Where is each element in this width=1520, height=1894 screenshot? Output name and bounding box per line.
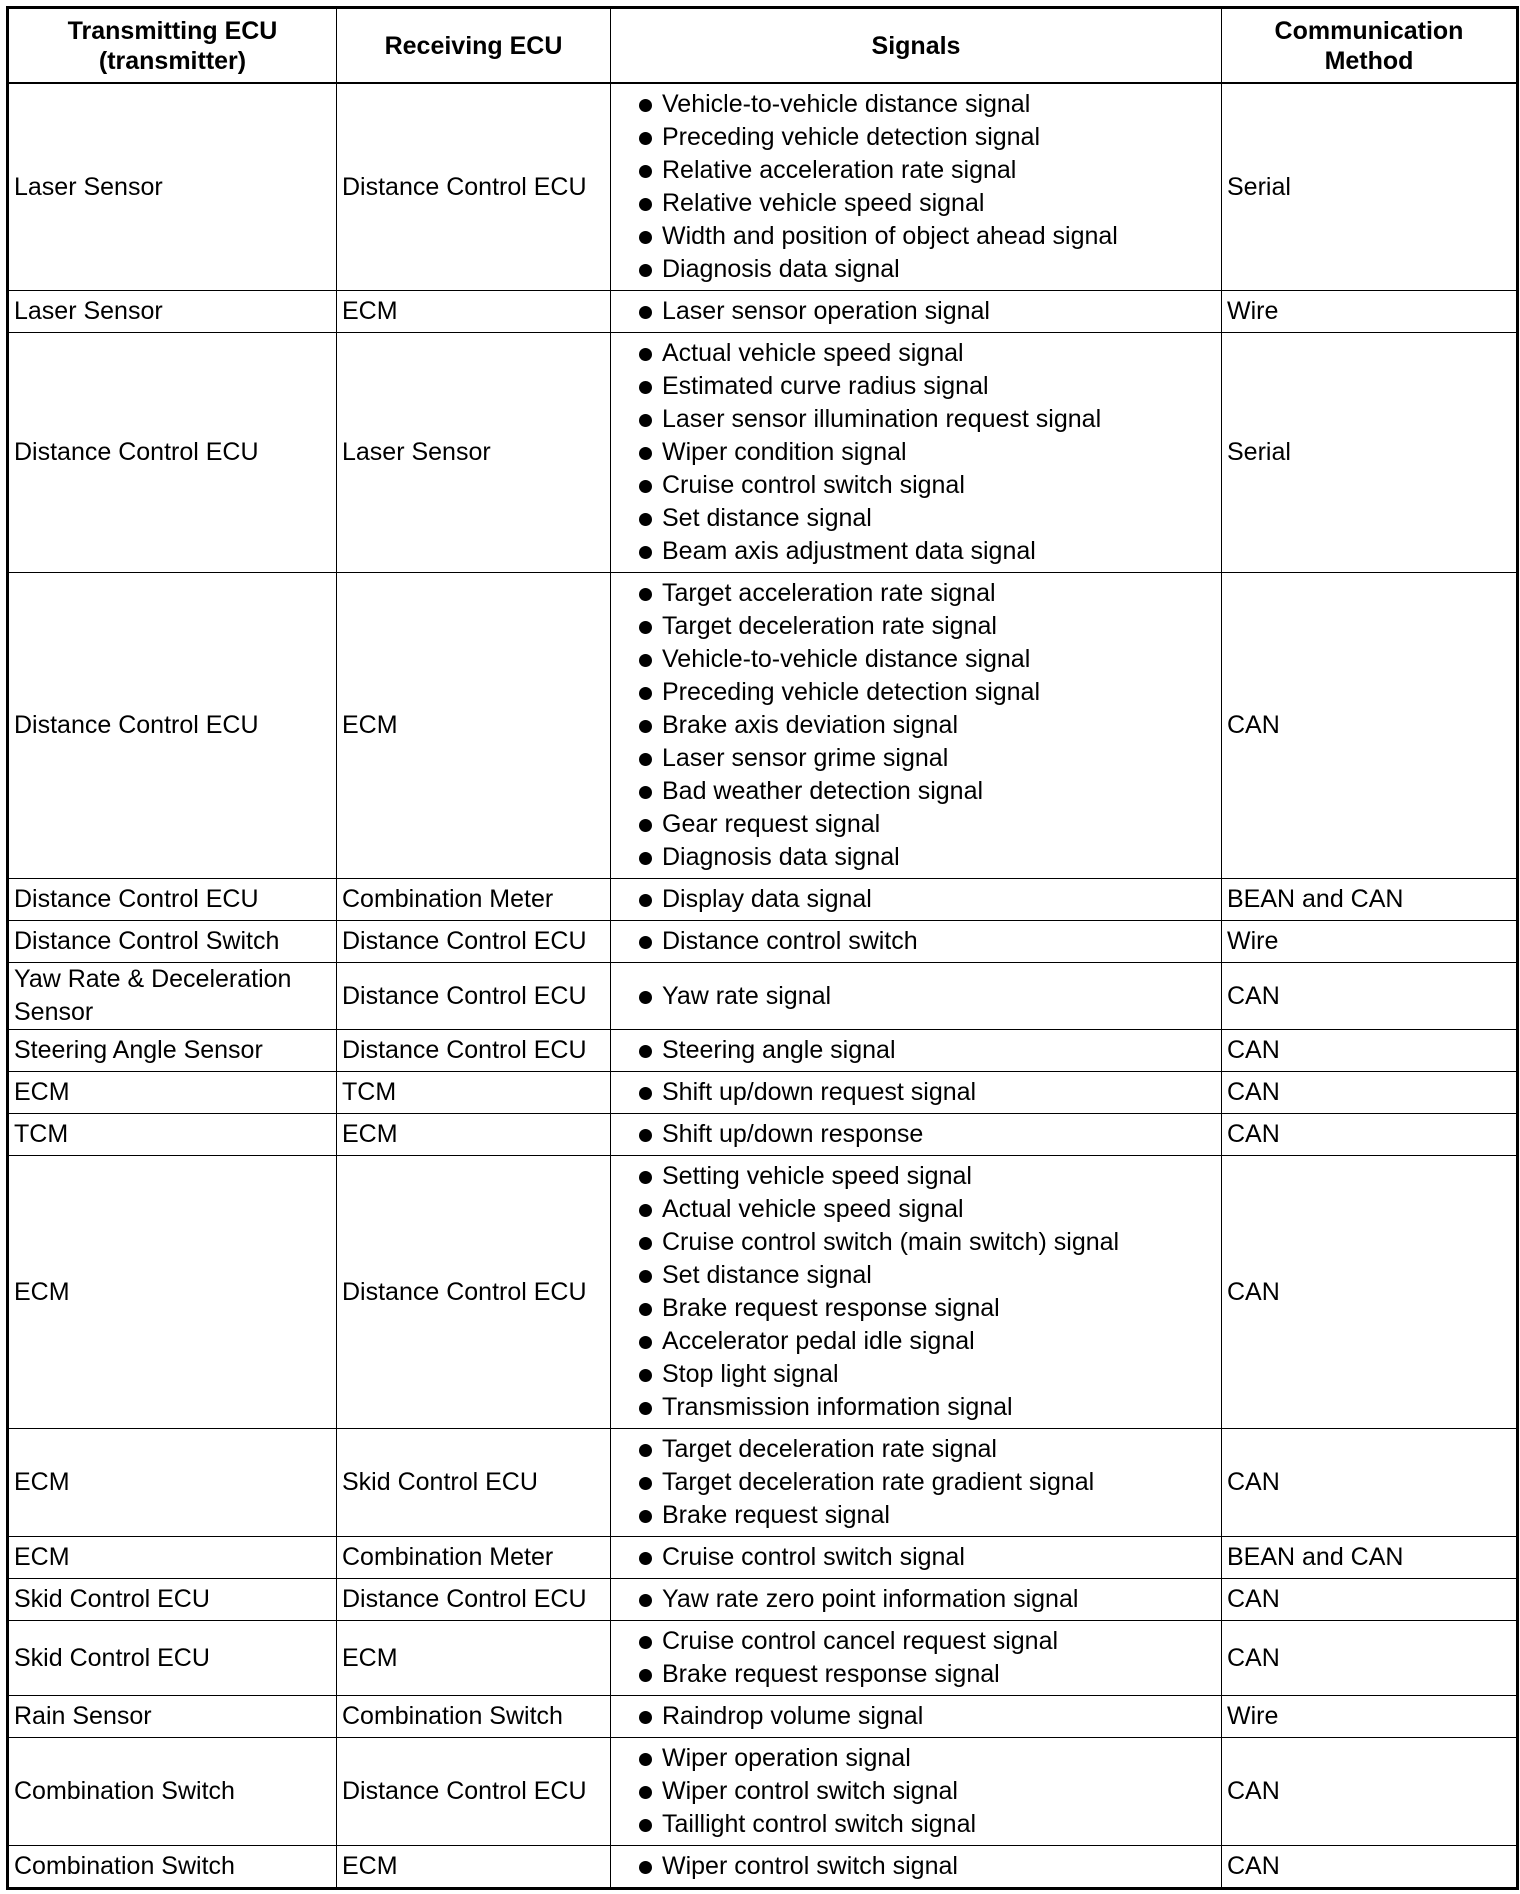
bullet-icon <box>639 1669 652 1682</box>
signal-text: Width and position of object ahead signal <box>662 222 1118 250</box>
signal-item <box>616 1292 1216 1325</box>
receiving-ecu-cell: ECM <box>337 1621 611 1696</box>
signal-item <box>616 295 1216 328</box>
header-communication-method <box>1222 8 1518 84</box>
table-header <box>8 8 1518 84</box>
signal-text: Wiper control switch signal <box>662 1852 958 1880</box>
signal-text: Cruise control switch signal <box>662 1543 965 1571</box>
signal-text: Shift up/down request signal <box>662 1078 977 1106</box>
signal-text: Cruise control switch (main switch) signal <box>662 1228 1120 1256</box>
signal-item <box>616 841 1216 874</box>
signals-cell <box>611 573 1222 879</box>
signal-item <box>616 925 1216 958</box>
transmitting-ecu-cell: ECM <box>8 1537 337 1579</box>
signal-list <box>616 1030 1216 1071</box>
bullet-icon <box>639 819 652 832</box>
bullet-icon <box>639 991 652 1004</box>
signal-list <box>616 1696 1216 1737</box>
signals-cell <box>611 1696 1222 1738</box>
signal-text: Bad weather detection signal <box>662 777 984 805</box>
communication-method-cell: CAN <box>1222 573 1518 879</box>
bullet-icon <box>639 1237 652 1250</box>
signals-cell <box>611 333 1222 573</box>
bullet-icon <box>639 480 652 493</box>
signal-list <box>616 1429 1216 1536</box>
communication-method-cell: CAN <box>1222 1114 1518 1156</box>
table-row <box>8 1030 1518 1072</box>
ecu-communication-table <box>6 6 1519 1890</box>
signal-item <box>616 1499 1216 1532</box>
bullet-icon <box>639 1594 652 1607</box>
header-method-line1: Communication <box>1274 16 1464 45</box>
communication-method-cell: CAN <box>1222 1156 1518 1429</box>
table-row <box>8 1072 1518 1114</box>
transmitting-ecu-cell: Steering Angle Sensor <box>8 1030 337 1072</box>
signal-text: Actual vehicle speed signal <box>662 1195 964 1223</box>
bullet-icon <box>639 753 652 766</box>
transmitting-ecu-cell: Yaw Rate & Deceleration Sensor <box>8 963 337 1030</box>
signal-list <box>616 333 1216 572</box>
communication-method-cell: BEAN and CAN <box>1222 879 1518 921</box>
header-signals <box>611 8 1222 84</box>
signal-item <box>616 1391 1216 1424</box>
signal-item <box>616 1358 1216 1391</box>
bullet-icon <box>639 231 652 244</box>
communication-method-cell: CAN <box>1222 1621 1518 1696</box>
signal-item <box>616 220 1216 253</box>
receiving-ecu-cell: Distance Control ECU <box>337 83 611 291</box>
transmitting-ecu-cell: Rain Sensor <box>8 1696 337 1738</box>
receiving-ecu-cell: TCM <box>337 1072 611 1114</box>
signal-item <box>616 535 1216 568</box>
table-row <box>8 1429 1518 1537</box>
table-row <box>8 573 1518 879</box>
signal-list <box>616 879 1216 920</box>
communication-method-cell: CAN <box>1222 1072 1518 1114</box>
signal-text: Wiper operation signal <box>662 1744 911 1772</box>
signal-item <box>616 1658 1216 1691</box>
communication-method-cell: CAN <box>1222 1846 1518 1889</box>
signal-item <box>616 1583 1216 1616</box>
signal-list <box>616 1156 1216 1428</box>
bullet-icon <box>639 1045 652 1058</box>
signal-list <box>616 84 1216 290</box>
signal-item <box>616 370 1216 403</box>
communication-method-cell: CAN <box>1222 1738 1518 1846</box>
signal-item <box>616 980 1216 1013</box>
bullet-icon <box>639 1444 652 1457</box>
signals-cell <box>611 1114 1222 1156</box>
signal-text: Stop light signal <box>662 1360 839 1388</box>
signals-cell <box>611 1537 1222 1579</box>
table-row <box>8 1114 1518 1156</box>
table-row <box>8 1738 1518 1846</box>
receiving-ecu-cell: Combination Meter <box>337 879 611 921</box>
bullet-icon <box>639 447 652 460</box>
signal-list <box>616 976 1216 1017</box>
bullet-icon <box>639 1636 652 1649</box>
signal-item <box>616 1742 1216 1775</box>
signal-text: Preceding vehicle detection signal <box>662 678 1041 706</box>
table-row <box>8 291 1518 333</box>
signal-item <box>616 1625 1216 1658</box>
signal-item <box>616 1466 1216 1499</box>
bullet-icon <box>639 687 652 700</box>
signal-item <box>616 1160 1216 1193</box>
signal-text: Shift up/down response <box>662 1120 924 1148</box>
bullet-icon <box>639 99 652 112</box>
bullet-icon <box>639 1087 652 1100</box>
bullet-icon <box>639 1753 652 1766</box>
table-row <box>8 1846 1518 1889</box>
signal-text: Cruise control cancel request signal <box>662 1627 1059 1655</box>
receiving-ecu-cell: Distance Control ECU <box>337 921 611 963</box>
bullet-icon <box>639 852 652 865</box>
bullet-icon <box>639 414 652 427</box>
bullet-icon <box>639 132 652 145</box>
bullet-icon <box>639 381 652 394</box>
signal-list <box>616 1114 1216 1155</box>
communication-method-cell: Serial <box>1222 333 1518 573</box>
transmitting-ecu-cell: ECM <box>8 1156 337 1429</box>
signal-text: Laser sensor illumination request signal <box>662 405 1102 433</box>
signal-text: Laser sensor grime signal <box>662 744 949 772</box>
signal-item <box>616 1193 1216 1226</box>
communication-method-cell: Wire <box>1222 1696 1518 1738</box>
bullet-icon <box>639 1204 652 1217</box>
communication-table-sheet <box>6 6 1516 1890</box>
signal-text: Vehicle-to-vehicle distance signal <box>662 90 1031 118</box>
signal-item <box>616 1226 1216 1259</box>
header-transmitting-line1: Transmitting ECU <box>67 16 278 45</box>
bullet-icon <box>639 306 652 319</box>
signal-text: Set distance signal <box>662 1261 872 1289</box>
signal-item <box>616 1433 1216 1466</box>
signal-item <box>616 1775 1216 1808</box>
signal-item <box>616 577 1216 610</box>
signal-item <box>616 1700 1216 1733</box>
signal-text: Actual vehicle speed signal <box>662 339 964 367</box>
signal-list <box>616 1579 1216 1620</box>
signal-text: Brake request signal <box>662 1501 890 1529</box>
header-receiving-ecu <box>337 8 611 84</box>
receiving-ecu-cell: ECM <box>337 291 611 333</box>
signal-text: Vehicle-to-vehicle distance signal <box>662 645 1031 673</box>
signal-list <box>616 573 1216 878</box>
bullet-icon <box>639 348 652 361</box>
bullet-icon <box>639 165 652 178</box>
signals-cell <box>611 879 1222 921</box>
signal-text: Taillight control switch signal <box>662 1810 977 1838</box>
signal-list <box>616 1621 1216 1695</box>
signal-item <box>616 1076 1216 1109</box>
signal-item <box>616 610 1216 643</box>
bullet-icon <box>639 1303 652 1316</box>
transmitting-ecu-cell: Distance Control Switch <box>8 921 337 963</box>
header-transmitting-line2: (transmitter) <box>98 46 247 75</box>
signal-item <box>616 187 1216 220</box>
signal-item <box>616 253 1216 286</box>
table-row <box>8 1156 1518 1429</box>
transmitting-ecu-cell: Combination Switch <box>8 1846 337 1889</box>
signal-text: Target deceleration rate signal <box>662 1435 997 1463</box>
signal-text: Steering angle signal <box>662 1036 896 1064</box>
signals-cell <box>611 1621 1222 1696</box>
signal-text: Diagnosis data signal <box>662 255 900 283</box>
table-row <box>8 963 1518 1030</box>
bullet-icon <box>639 1861 652 1874</box>
signals-cell <box>611 83 1222 291</box>
bullet-icon <box>639 513 652 526</box>
signal-text: Set distance signal <box>662 504 872 532</box>
signal-text: Relative acceleration rate signal <box>662 156 1017 184</box>
bullet-icon <box>639 198 652 211</box>
bullet-icon <box>639 1402 652 1415</box>
table-row <box>8 1696 1518 1738</box>
signal-list <box>616 1537 1216 1578</box>
bullet-icon <box>639 588 652 601</box>
bullet-icon <box>639 1369 652 1382</box>
signal-text: Wiper condition signal <box>662 438 907 466</box>
receiving-ecu-cell: ECM <box>337 1114 611 1156</box>
signal-text: Display data signal <box>662 885 872 913</box>
bullet-icon <box>639 546 652 559</box>
transmitting-ecu-cell: Distance Control ECU <box>8 573 337 879</box>
table-row <box>8 879 1518 921</box>
receiving-ecu-cell: ECM <box>337 573 611 879</box>
transmitting-ecu-cell: Skid Control ECU <box>8 1579 337 1621</box>
signal-item <box>616 502 1216 535</box>
table-row <box>8 83 1518 291</box>
signal-text: Distance control switch <box>662 927 918 955</box>
receiving-ecu-cell: Distance Control ECU <box>337 1030 611 1072</box>
transmitting-ecu-cell: ECM <box>8 1429 337 1537</box>
signal-item <box>616 121 1216 154</box>
signal-item <box>616 154 1216 187</box>
signal-list <box>616 291 1216 332</box>
signal-item <box>616 709 1216 742</box>
table-row <box>8 1579 1518 1621</box>
signal-text: Yaw rate zero point information signal <box>662 1585 1079 1613</box>
transmitting-ecu-cell: Combination Switch <box>8 1738 337 1846</box>
receiving-ecu-cell: Distance Control ECU <box>337 1579 611 1621</box>
signal-text: Setting vehicle speed signal <box>662 1162 972 1190</box>
signal-item <box>616 1034 1216 1067</box>
signal-item <box>616 403 1216 436</box>
bullet-icon <box>639 1711 652 1724</box>
transmitting-ecu-cell: Laser Sensor <box>8 291 337 333</box>
bullet-icon <box>639 720 652 733</box>
bullet-icon <box>639 1552 652 1565</box>
signal-item <box>616 742 1216 775</box>
signal-list <box>616 1738 1216 1845</box>
signal-list <box>616 1846 1216 1887</box>
bullet-icon <box>639 936 652 949</box>
header-transmitting-ecu <box>8 8 337 84</box>
signal-text: Target acceleration rate signal <box>662 579 996 607</box>
header-row <box>8 8 1518 84</box>
header-method-line2: Method <box>1324 46 1414 75</box>
signals-cell <box>611 1072 1222 1114</box>
signal-item <box>616 1808 1216 1841</box>
signal-text: Brake request response signal <box>662 1294 1000 1322</box>
signals-cell <box>611 921 1222 963</box>
bullet-icon <box>639 621 652 634</box>
signal-list <box>616 1072 1216 1113</box>
signals-cell <box>611 1156 1222 1429</box>
header-receiving-label: Receiving ECU <box>384 31 563 60</box>
receiving-ecu-cell: Skid Control ECU <box>337 1429 611 1537</box>
receiving-ecu-cell: Distance Control ECU <box>337 1156 611 1429</box>
signal-item <box>616 1259 1216 1292</box>
bullet-icon <box>639 654 652 667</box>
signal-list <box>616 921 1216 962</box>
signal-text: Cruise control switch signal <box>662 471 965 499</box>
signal-text: Brake request response signal <box>662 1660 1000 1688</box>
signal-text: Target deceleration rate signal <box>662 612 997 640</box>
signal-text: Wiper control switch signal <box>662 1777 958 1805</box>
communication-method-cell: Wire <box>1222 291 1518 333</box>
signal-text: Transmission information signal <box>662 1393 1013 1421</box>
bullet-icon <box>639 1129 652 1142</box>
communication-method-cell: Wire <box>1222 921 1518 963</box>
communication-method-cell: CAN <box>1222 1030 1518 1072</box>
table-row <box>8 921 1518 963</box>
signal-item <box>616 1118 1216 1151</box>
signal-item <box>616 775 1216 808</box>
table-row <box>8 333 1518 573</box>
signal-item <box>616 88 1216 121</box>
signal-item <box>616 337 1216 370</box>
signal-text: Beam axis adjustment data signal <box>662 537 1036 565</box>
communication-method-cell: CAN <box>1222 1429 1518 1537</box>
signal-text: Yaw rate signal <box>662 981 832 1010</box>
signals-cell <box>611 1579 1222 1621</box>
bullet-icon <box>639 1171 652 1184</box>
signal-text: Diagnosis data signal <box>662 843 900 871</box>
bullet-icon <box>639 1270 652 1283</box>
bullet-icon <box>639 1786 652 1799</box>
transmitting-ecu-cell: ECM <box>8 1072 337 1114</box>
communication-method-cell: CAN <box>1222 1579 1518 1621</box>
transmitting-ecu-cell: Skid Control ECU <box>8 1621 337 1696</box>
signals-cell <box>611 1738 1222 1846</box>
signal-item <box>616 808 1216 841</box>
bullet-icon <box>639 1336 652 1349</box>
signal-item <box>616 643 1216 676</box>
signal-text: Preceding vehicle detection signal <box>662 123 1041 151</box>
signal-text: Laser sensor operation signal <box>662 297 990 325</box>
table-row <box>8 1537 1518 1579</box>
receiving-ecu-cell: Distance Control ECU <box>337 963 611 1030</box>
bullet-icon <box>639 264 652 277</box>
signal-text: Raindrop volume signal <box>662 1702 924 1730</box>
signal-text: Gear request signal <box>662 810 881 838</box>
bullet-icon <box>639 1819 652 1832</box>
communication-method-cell: Serial <box>1222 83 1518 291</box>
transmitting-ecu-cell: TCM <box>8 1114 337 1156</box>
signal-item <box>616 883 1216 916</box>
signals-cell <box>611 963 1222 1030</box>
signal-item <box>616 1850 1216 1883</box>
transmitting-ecu-cell: Laser Sensor <box>8 83 337 291</box>
receiving-ecu-cell: ECM <box>337 1846 611 1889</box>
signal-item <box>616 676 1216 709</box>
bullet-icon <box>639 1510 652 1523</box>
receiving-ecu-cell: Distance Control ECU <box>337 1738 611 1846</box>
header-signals-label: Signals <box>871 31 961 60</box>
receiving-ecu-cell: Combination Meter <box>337 1537 611 1579</box>
signal-text: Relative vehicle speed signal <box>662 189 985 217</box>
signal-item <box>616 1325 1216 1358</box>
table-row <box>8 1621 1518 1696</box>
signals-cell <box>611 1846 1222 1889</box>
bullet-icon <box>639 1477 652 1490</box>
signals-cell <box>611 1030 1222 1072</box>
signals-cell <box>611 1429 1222 1537</box>
signals-cell <box>611 291 1222 333</box>
receiving-ecu-cell: Combination Switch <box>337 1696 611 1738</box>
bullet-icon <box>639 894 652 907</box>
signal-text: Estimated curve radius signal <box>662 372 989 400</box>
table-body <box>8 83 1518 1889</box>
signal-item <box>616 469 1216 502</box>
signal-text: Target deceleration rate gradient signal <box>662 1468 1095 1496</box>
signal-item <box>616 1541 1216 1574</box>
receiving-ecu-cell: Laser Sensor <box>337 333 611 573</box>
transmitting-ecu-cell: Distance Control ECU <box>8 333 337 573</box>
communication-method-cell: CAN <box>1222 963 1518 1030</box>
signal-item <box>616 436 1216 469</box>
bullet-icon <box>639 786 652 799</box>
signal-text: Accelerator pedal idle signal <box>662 1327 975 1355</box>
transmitting-ecu-cell: Distance Control ECU <box>8 879 337 921</box>
signal-text: Brake axis deviation signal <box>662 711 958 739</box>
communication-method-cell: BEAN and CAN <box>1222 1537 1518 1579</box>
